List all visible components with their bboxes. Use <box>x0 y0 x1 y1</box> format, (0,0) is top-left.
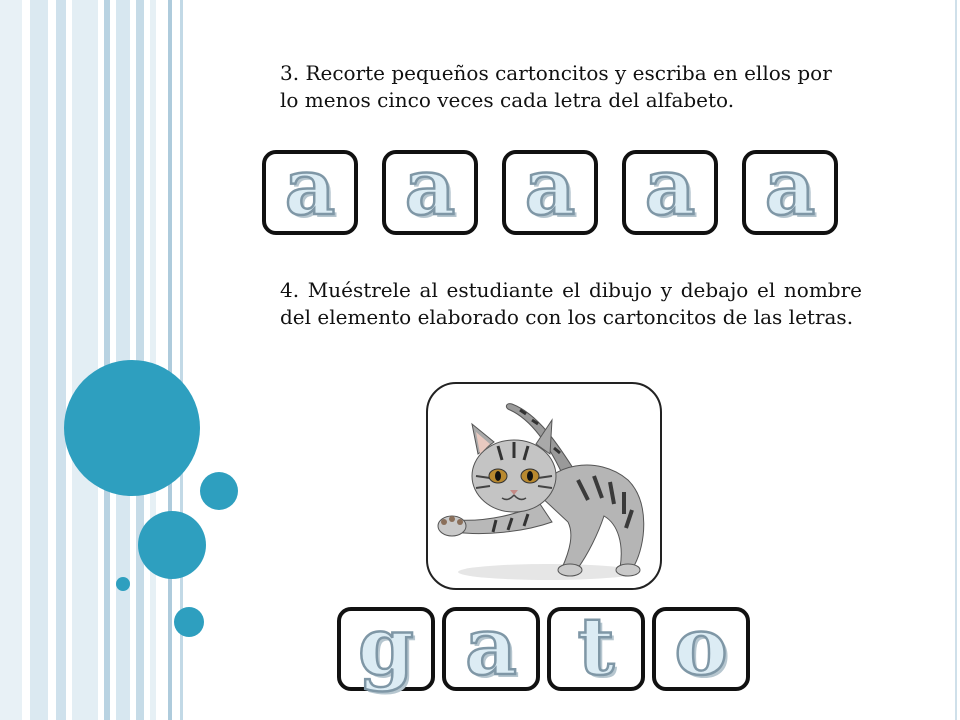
word-letter-card <box>652 599 750 693</box>
letter-card <box>622 141 718 235</box>
decorative-stripes <box>0 0 190 720</box>
instruction-step-4: 4. Muéstrele al estudiante el dibujo y debajo el nombre del elemento elaborado con los cartoncitos de las letras. <box>280 278 862 329</box>
small-circle-right <box>200 472 238 510</box>
large-circle <box>64 360 200 496</box>
word-letter-card <box>337 599 435 693</box>
small-circle-bottom <box>174 607 204 637</box>
letter-glyph: a <box>524 141 576 233</box>
kitten-illustration <box>428 384 660 588</box>
word-letter-card <box>442 599 540 693</box>
letter-card <box>502 141 598 235</box>
word-letter-glyph: a <box>465 599 517 693</box>
word-letter-glyph: t <box>577 599 615 693</box>
letter-card <box>262 141 358 235</box>
letter-glyph: a <box>644 141 696 233</box>
right-border-line <box>955 0 957 720</box>
letter-glyph: a <box>764 141 816 233</box>
word-letter-card <box>547 599 645 693</box>
instruction-step-3: 3. Recorte pequeños cartoncitos y escriba en ellos por lo menos cinco veces cada letra del alfabeto. <box>280 61 832 112</box>
word-letter-glyph: o <box>674 599 728 693</box>
letter-card <box>382 141 478 235</box>
word-letter-glyph: g <box>358 599 414 693</box>
tiny-circle <box>116 577 130 591</box>
letter-glyph: a <box>404 141 456 233</box>
medium-circle <box>138 511 206 579</box>
kitten-photo <box>426 382 662 590</box>
letter-glyph: a <box>284 141 336 233</box>
letter-card <box>742 141 838 235</box>
